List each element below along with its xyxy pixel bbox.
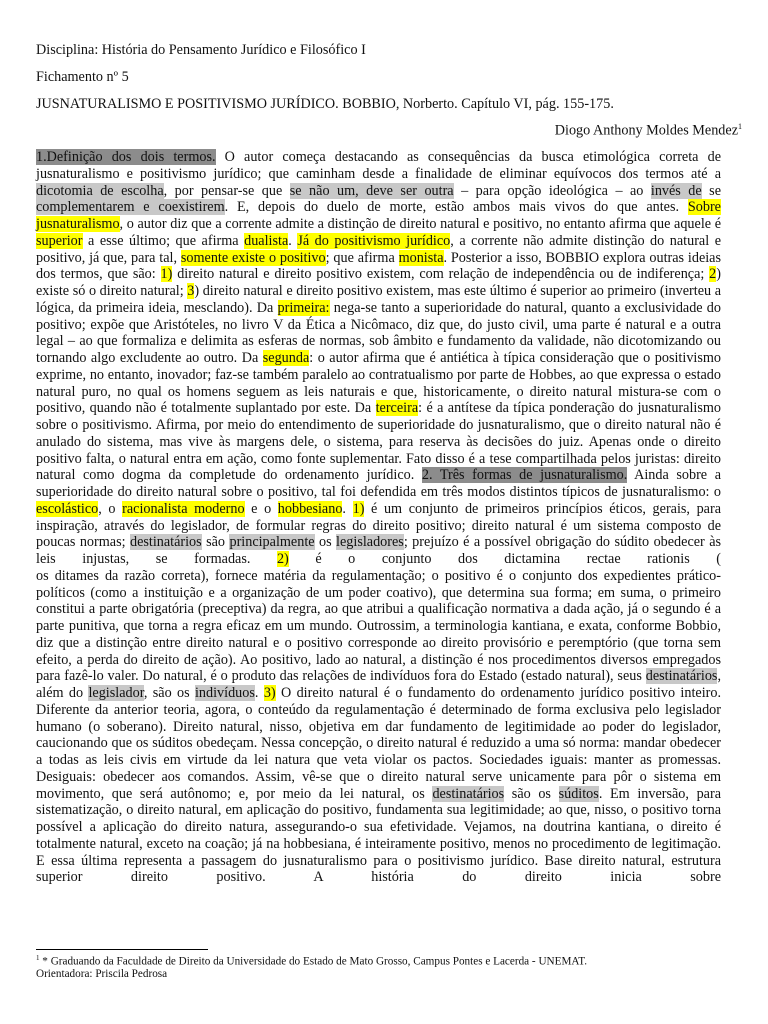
footnote-line: $^1$ * Graduando da Faculdade de Direito da Universidade do Estado de Mato Grosso, Campus Pontes e Lacerda - UNEMAT. (36, 954, 588, 968)
text-run: O autor começa destacando as consequências da busca etimológica correta de jusnaturalismo e positivismo jurídico; que caminham desde a finalidade de eliminar equívocos dos termos até a (36, 149, 721, 182)
text-run: se (701, 182, 721, 199)
highlight-yellow: 1) (160, 266, 173, 283)
text-run: , a corrente não admite distinção do natural e positivo, já que, para tal, (36, 232, 721, 266)
text-run: , são os (143, 685, 195, 701)
highlight-gray: legislador (88, 685, 144, 701)
text-run: e o (244, 500, 278, 517)
highlight-gray: destinatários (645, 668, 718, 685)
text-run: . E, depois do duelo de morte, estão ambos mais vivos do que antes. (224, 199, 688, 216)
highlight-gray: destinatários (129, 534, 202, 551)
text-run: , por pensar-se que (163, 182, 290, 199)
text-run: . Posterior a isso, BOBBIO explora outras ideias dos termos, que são: (36, 249, 722, 283)
highlight-yellow: escolástico (36, 500, 99, 517)
highlight-dark: 2. Três formas de jusnaturalismo. (421, 467, 628, 484)
highlight-yellow: Sobre jusnaturalismo (36, 199, 721, 232)
highlight-yellow: somente existe o positivo (180, 249, 326, 266)
text-run: – para opção ideológica – ao (453, 182, 651, 199)
highlight-yellow: 3 (187, 283, 195, 299)
highlight-yellow: 2 (709, 266, 717, 283)
bibliographic-reference: JUSNATURALISMO E POSITIVISMO JURÍDICO. BOBBIO, Norberto. Capítulo VI, pág. 155-175. (36, 96, 614, 112)
highlight-yellow: superior (36, 232, 83, 249)
text-run: os ditames da razão correta), fornece matéria da regulamentação; o positivo é o conjunto dos expedientes prático-políticos (como a instituição e a organização de um poder coativo), que determina sua forma; em suma, o primeiro constitui a parte obrigatória (preceptiva) da regra, ao que atribui a qualificação normativa a dada ação, já o segundo é a parte punitiva, que torna a regra eficaz em um mundo. Outrossim, a terminologia kantiana, e exata, conforme Bobbio, diz que a distinção entre direito natural e o positivo corresponde ao direito provisório e peremptório (que torna sem efeito, a perda do direito de ação). Ao positivo, lado ao natural, a distinção é nos procedimentos diversos empregados para fazê-lo valer. Do natural, é o produto das relações de indivíduos fora do Estado (estado natural), seus (36, 567, 721, 685)
record-number: Fichamento nº 5 (36, 69, 129, 85)
highlight-gray: principalmente (229, 534, 315, 551)
text-run: ) direito natural e direito positivo existem, mas este último é superior ao primeiro (inverteu a lógica, da primeira ideia, mesclando). Da (36, 283, 722, 316)
highlight-yellow: 3) (263, 685, 276, 701)
highlight-yellow: 2) (276, 551, 289, 567)
highlight-yellow: primeira: (277, 299, 330, 316)
author-name: Diogo Anthony Moldes Mendez$^1$ (554, 122, 742, 139)
highlight-yellow: Já do positivismo jurídico (297, 232, 451, 249)
text-run: : o autor afirma que é antiética à típica consideração que o positivismo exprime, no entanto, inovador; faz-se também paralelo ao contratualismo por parte de Hobbes, ao que expressa o estado natural puro, no qual os homens seguem as leis naturais e que, historicamente, o direito natural mistura-se com o positivo, quando não é totalmente suplantado por este. Da (36, 350, 722, 417)
highlight-gray: súditos (558, 785, 599, 802)
highlight-gray: dicotomia de escolha (36, 182, 164, 199)
highlight-gray: complementarem e coexistirem (36, 199, 225, 216)
highlight-yellow: terceira (375, 400, 419, 417)
text-run: , o (98, 500, 123, 517)
body-block (36, 149, 721, 568)
text-run: . (254, 685, 264, 701)
text-run: . Em inversão, para sistematização, o direito natural, em aplicação do positivo, fundamenta sua legitimidade; ao que, nisso, o positivo torna possível a aplicação do direito natura, assegurando-o sua efetividade. Vejamos, na doutrina kantiana, o direito é totalmente natural, exceto na coação; já na hobbesiana, é inteiramente positivo, menos no procedimento de legitimação. E essa última representa a passagem do jusnaturalismo para o positivismo jurídico. Base direito natural, estrutura superior direito positivo. A história do direito inicia sobre (36, 785, 721, 886)
highlight-gray: destinatários (432, 785, 505, 802)
text-run: ) existe só o direito natural; (36, 266, 721, 299)
text-run: nega-se tanto a superioridade do natural, quanto a exclusividade do positivo; expõe que Aristóteles, no livro V da Ética a Nicômaco, diz que, do justo civil, uma parte é natural e a outra legal – ao que formaliza e delimita as esferas de normas, sob âmbito e fundamento da validade, não dicotomizando ou tornando algo excludente ao outro. Da (36, 299, 721, 366)
highlight-yellow: 1) (352, 500, 365, 517)
highlight-yellow: hobbesiano (277, 500, 343, 517)
text-run: direito natural e direito positivo existem, com relação de independência ou de indiferença; (172, 266, 710, 283)
highlight-gray: se não um, deve ser outra (289, 182, 454, 199)
text-run: os (314, 534, 337, 551)
body-text (36, 149, 721, 886)
footnote-mark: 1 (36, 954, 40, 962)
text-run: é um conjunto de primeiros princípios éticos, gerais, para inspiração, através do legislador, de formular regras do direito positivo; direito natural é um sistema composto de poucas normas; (36, 500, 721, 551)
text-run: é o conjunto dos dictamina rectae rationis ( (288, 551, 721, 567)
highlight-yellow: dualista (244, 232, 289, 249)
highlight-yellow: monista (398, 249, 444, 266)
text-run: ; prejuízo é a possível obrigação do súdito obedecer às leis injustas, se formadas. (36, 534, 722, 567)
text-run: , o autor diz que a corrente admite a distinção de direito natural e positivo, no entanto afirma que aquele é (119, 216, 721, 232)
text-run: . (342, 500, 353, 517)
body-block (36, 568, 721, 886)
author-note-mark: 1 (738, 122, 742, 131)
highlight-gray: indivíduos (194, 685, 255, 701)
text-run: O direito natural é o fundamento do ordenamento jurídico positivo inteiro. Diferente da anterior teoria, agora, o conteúdo da regulamentação é determinado de forma exclusiva pelo legislador humano (o soberano). Direito natural, nisso, objetiva em dar fundamento de legitimidade ao poder do legislador, caucionando que os súditos obedeçam. Nessa concepção, o direito natural é reduzido a uma só norma: mandar obedecer a todas as leis civis em virtude da lei natura que veta violar os pactos. Sociedades iguais: manter as promessas. Desiguais: obedecer aos comandos. Assim, vê-se que o direito natural serve unicamente para pôr o sistema em movimento, que será autônomo; e, por meio da lei natural, os (36, 685, 721, 802)
highlight-yellow: segunda (262, 350, 310, 366)
text-run: a esse último; que afirma (82, 232, 245, 249)
footnote-rule (36, 949, 208, 950)
text-run: : é a antítese da típica ponderação do jusnaturalismo sobre o positivismo. Afirma, por meio do entendimento de superioridade do jusnaturalismo, que o direito natural não é anulado do sistema, mas vive às margens dele, o sistema, para reserva às decisões do juiz. Apenas onde o direito positivo falta, o natural entra em ação, como fonte suplementar. Fato disso é a tese compartilhada pelos juristas: direito natural como dogma da completude do ordenamento jurídico. (36, 400, 721, 484)
text-run: são (201, 534, 230, 551)
footnote-advisor: Orientadora: Priscila Pedrosa (36, 968, 168, 980)
highlight-yellow: racionalista moderno (122, 500, 245, 517)
highlight-dark: 1.Definição dos dois termos. (36, 149, 216, 165)
text-run: , além do (36, 668, 721, 701)
highlight-gray: legisladores (336, 534, 404, 551)
highlight-gray: invés de (650, 182, 702, 199)
text-run: ; que afirma (325, 249, 399, 266)
text-run: . (288, 232, 298, 249)
discipline-line: Disciplina: História do Pensamento Jurídico e Filosófico I (36, 42, 366, 58)
text-run: Ainda sobre a superioridade do direito natural sobre o positivo, tal foi defendida em três modos distintos típicos de jusnaturalismo: o (36, 467, 721, 500)
text-run: são os (504, 785, 559, 802)
